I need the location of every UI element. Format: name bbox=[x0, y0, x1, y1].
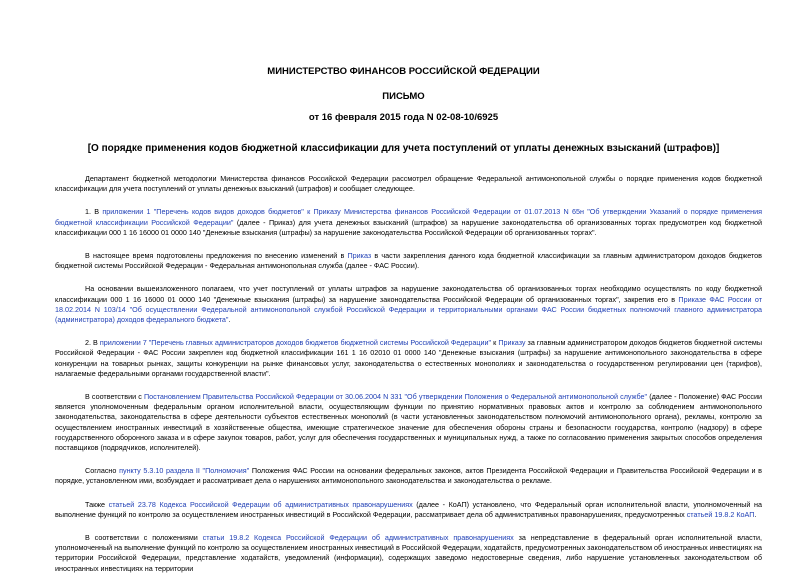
paragraph-text: 1. В bbox=[85, 207, 103, 217]
paragraph-text: . bbox=[228, 315, 231, 325]
document-link[interactable]: статьей 19.8.2 КоАП bbox=[686, 509, 755, 519]
paragraph-text: (далее - Положение) ФАС России является уполномоченным федеральным органом исполнительной власти, осуществляющим функции по принятию нормативных правовых актов и контролю за соблюдением антимонопольного законодательства, законодательства в сфере деятельности субъектов естественных монополий (в части установленных законодательством полномочий антимонопольного органа), рекламы, контролю за осуществлением иностранных инвестиций в хозяйственные общества, имеющие стратегическое значение для обеспечения обороны страны и безопасности государства, контролю (надзору) в сфере государственного оборонного заказа и в сфере закупок товаров, работ, услуг для обеспечения государственных и муниципальных нужд, а также по согласованию применения закрытых способов определения поставщиков (подрядчиков, исполнителей). bbox=[55, 392, 763, 453]
document-link[interactable]: приложении 1 "Перечень кодов видов доходов бюджетов" к Приказу Министерства финансов Российской Федерации от 01.07.2013 N 65н "Об утверждении Указаний о порядке применения бюджетной классификации Российской Федерации" bbox=[55, 207, 762, 227]
document-link[interactable]: Постановлением Правительства Российской Федерации от 30.06.2004 N 331 "Об утверждении Положения о Федеральной антимонопольной службе" bbox=[143, 392, 648, 402]
document-type: ПИСЬМО bbox=[382, 91, 425, 102]
paragraph-text: Также bbox=[85, 499, 109, 509]
document-link[interactable]: приложении 7 "Перечень главных администраторов доходов бюджетов бюджетной системы Российской Федерации" bbox=[99, 338, 492, 348]
paragraph-text: в части закрепления данного кода бюджетной классификации за главным администратором доходов бюджетов бюджетной системы Российской Федерации - Федеральная антимонопольная служба (далее - ФАС России). bbox=[55, 251, 762, 271]
paragraph-text: за главным администратором доходов бюджетов бюджетной системы Российской Федерации - ФАС России закреплен код бюджетной классификации 161 1 16 02010 01 0000 140 "Денежные взыскания (штрафы) за нарушение антимонопольного законодательства в сфере конкуренции на товарных рынках, защиты конкуренции на рынке финансовых услуг, законодательства о естественных монополиях и законодательства о государственном регулировании цен (тарифов), налагаемые федеральными органами государственной власти". bbox=[55, 338, 762, 378]
paragraph-text: 2. В bbox=[85, 338, 100, 348]
document-link[interactable]: статьей 23.78 Кодекса Российской Федерации об административных правонарушениях bbox=[108, 499, 413, 509]
ministry-heading: МИНИСТЕРСТВО ФИНАНСОВ РОССИЙСКОЙ ФЕДЕРАЦИИ bbox=[267, 66, 540, 77]
paragraph-text: Согласно bbox=[85, 466, 120, 476]
paragraph bbox=[55, 500, 762, 520]
document-subject: [О порядке применения кодов бюджетной классификации для учета поступлений от уплаты денежных взысканий (штрафов)] bbox=[87, 143, 720, 154]
paragraph-text: . bbox=[754, 509, 757, 519]
document-link[interactable]: пункту 5.3.10 раздела II "Полномочия" bbox=[119, 466, 250, 476]
paragraph-text: за непредставление в федеральный орган исполнительной власти, уполномоченный на выполнение функций по контролю за осуществлением иностранных инвестиций в Российской Федерации, ходатайств, предусмотренных законодательством об иностранных инвестициях на территории Российской Федерации, представление ходатайств, уведомлений (информации), содержащих заведомо недостоверные сведения, либо нарушение установленных законодательством об иностранных инвестициях на территории bbox=[55, 533, 762, 573]
paragraph-text: (далее - КоАП) установлено, что Федеральный орган исполнительной власти, уполномоченный на выполнение функций по контролю за осуществлением иностранных инвестиций в Российской Федерации, рассматривает дела об административных правонарушениях, предусмотренных bbox=[55, 499, 762, 519]
paragraph bbox=[55, 533, 762, 574]
paragraph bbox=[55, 392, 762, 453]
paragraph-text: Положения ФАС России на основании федеральных законов, актов Президента Российской Федерации и Правительства Российской Федерации и в порядке, установленном ими, возбуждает и рассматривает дела о нарушениях антимонопольного законодательства и законодательства о рекламе. bbox=[55, 466, 762, 486]
paragraph-text: Департамент бюджетной методологии Министерства финансов Российской Федерации рассмотрел обращение Федеральной антимонопольной службы о порядке применения кодов бюджетной классификации для учета поступлений от уплаты денежных взысканий (штрафов) и сообщает следующее. bbox=[55, 174, 762, 194]
paragraph bbox=[55, 251, 762, 271]
paragraph bbox=[55, 174, 762, 194]
document-link[interactable]: Приказу bbox=[498, 338, 526, 348]
document-link[interactable]: Приказ bbox=[347, 251, 372, 261]
paragraph-text: к bbox=[491, 338, 499, 348]
document-date-number: от 16 февраля 2015 года N 02-08-10/6925 bbox=[308, 112, 499, 123]
paragraph bbox=[55, 207, 762, 238]
paragraph-text: В соответствии с bbox=[85, 392, 144, 402]
paragraph bbox=[55, 466, 762, 486]
document-body bbox=[55, 174, 762, 587]
paragraph bbox=[55, 338, 762, 379]
document-link[interactable]: Приказе ФАС России от 18.02.2014 N 103/14 "Об осуществлении Федеральной антимонопольной службой Российской Федерации и территориальными органами ФАС России бюджетных полномочий главного администратора (администратора) доходов федерального бюджета" bbox=[55, 294, 762, 325]
paragraph-text: На основании вышеизложенного полагаем, что учет поступлений от уплаты штрафов за нарушение законодательства об организованных торгах необходимо осуществлять по коду бюджетной классификации 000 1 16 16000 01 0000 140 "Денежные взыскания (штрафы) за нарушение законодательства Российской Федерации об организованных торгах", закрепив его в bbox=[55, 284, 762, 304]
paragraph-text: В соответствии с положениями bbox=[85, 533, 203, 543]
paragraph-text: (далее - Приказ) для учета денежных взысканий (штрафов) за нарушение законодательства об организованных торгах предусмотрен код бюджетной классификации 000 1 16 16000 01 0000 140 "Денежные взыскания (штрафы) за нарушение законодательства Российской Федерации об организованных торгах". bbox=[55, 217, 762, 237]
paragraph bbox=[55, 284, 762, 325]
document-link[interactable]: статьи 19.8.2 Кодекса Российской Федерации об административных правонарушениях bbox=[202, 533, 514, 543]
paragraph-text: В настоящее время подготовлены предложения по внесению изменений в bbox=[85, 251, 348, 261]
